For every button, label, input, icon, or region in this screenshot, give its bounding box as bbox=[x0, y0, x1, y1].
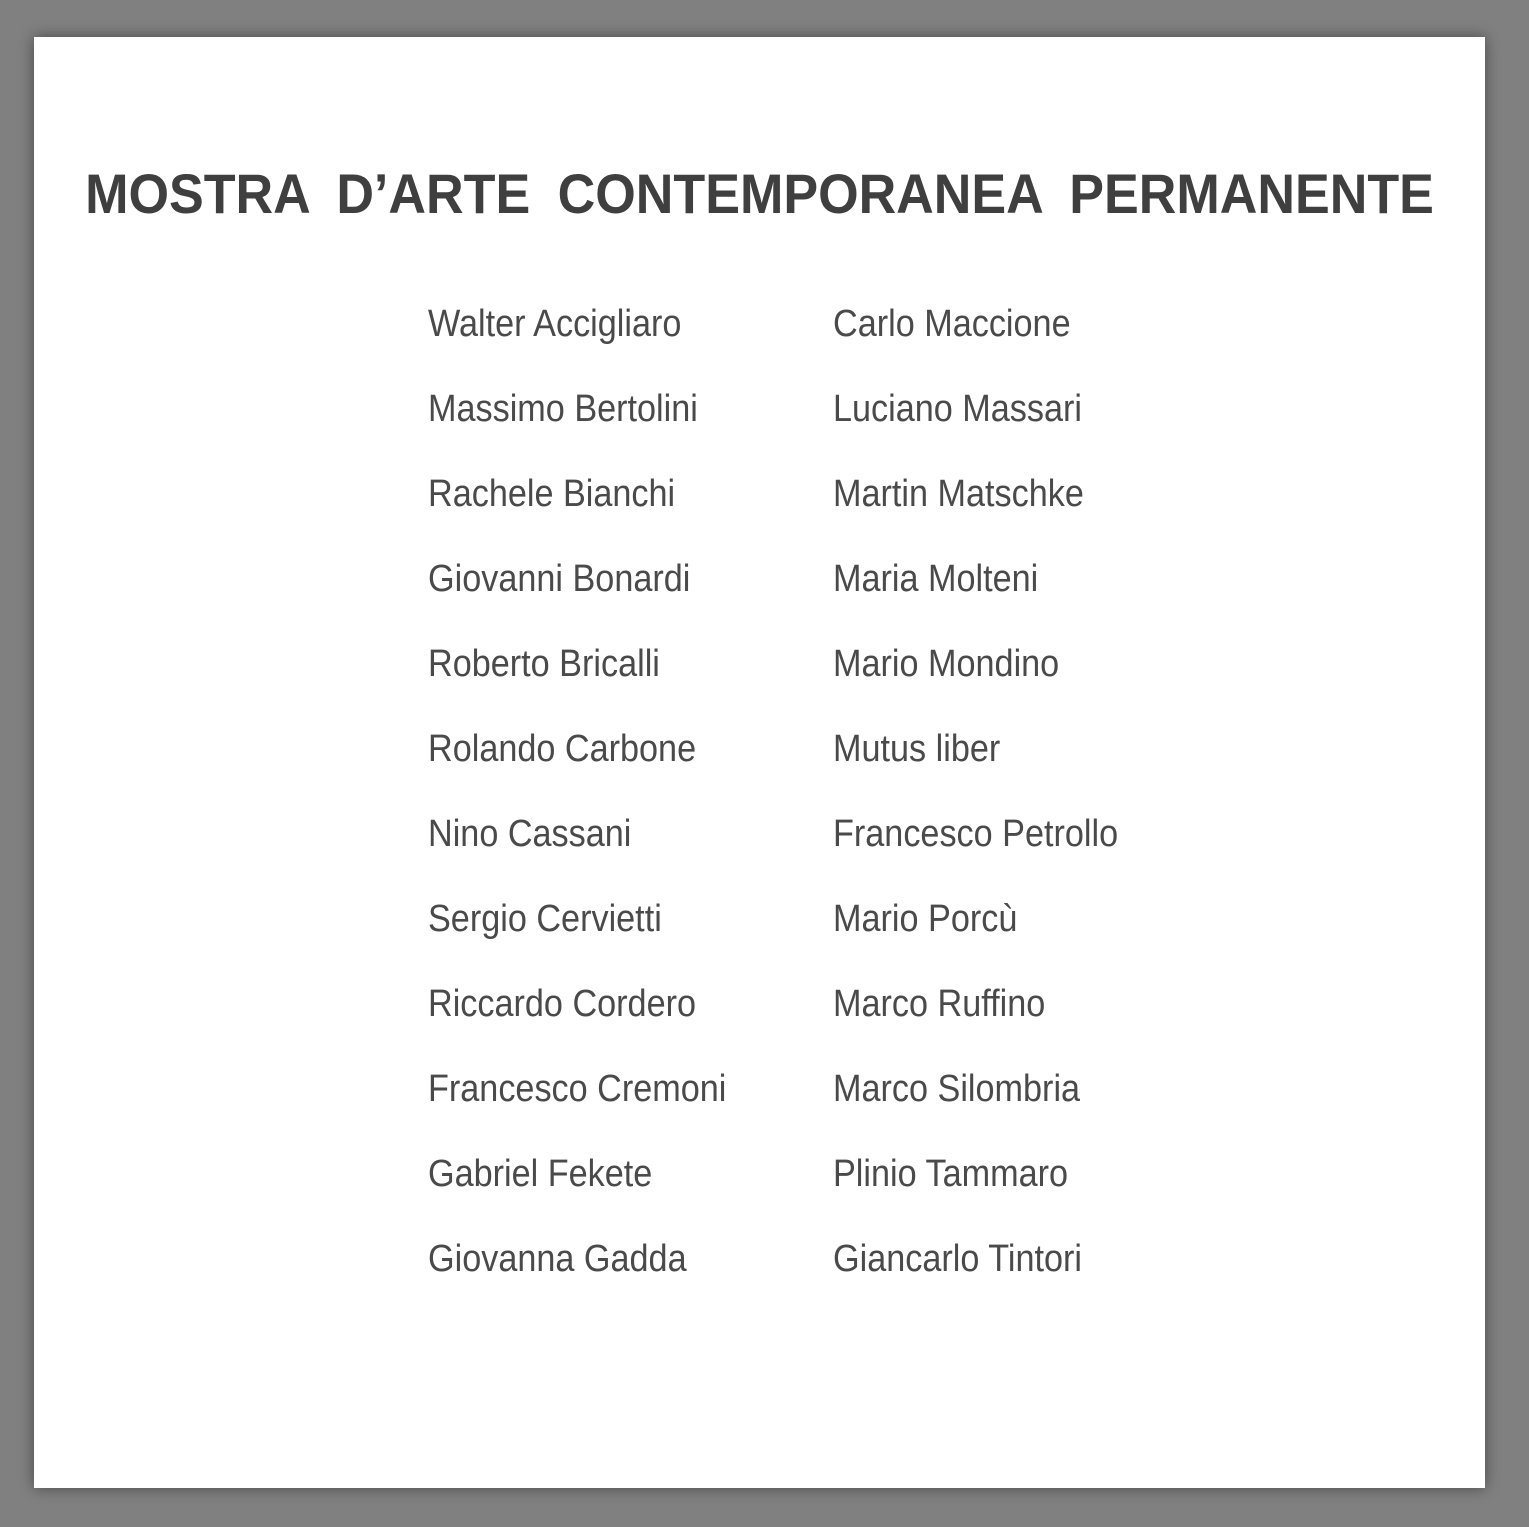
artist-name: Giovanna Gadda bbox=[428, 1238, 687, 1280]
page-title: MOSTRA D’ARTE CONTEMPORANEA PERMANENTE bbox=[85, 162, 1434, 225]
artist-name: Mario Porcù bbox=[833, 898, 1018, 940]
artist-name: Maria Molteni bbox=[833, 558, 1039, 600]
artist-column-left bbox=[428, 299, 760, 1319]
artist-name: Francesco Cremoni bbox=[428, 1068, 727, 1110]
artist-column-right bbox=[833, 299, 1150, 1319]
artist-name: Gabriel Fekete bbox=[428, 1153, 653, 1195]
artist-name: Marco Silombria bbox=[833, 1068, 1081, 1110]
artist-name: Plinio Tammaro bbox=[833, 1153, 1069, 1195]
artist-name: Mario Mondino bbox=[833, 643, 1060, 685]
artist-name: Roberto Bricalli bbox=[428, 643, 660, 685]
artist-name: Francesco Petrollo bbox=[833, 813, 1119, 855]
artist-name: Giancarlo Tintori bbox=[833, 1238, 1083, 1280]
artist-name: Rolando Carbone bbox=[428, 728, 697, 770]
artist-name: Riccardo Cordero bbox=[428, 983, 697, 1025]
artist-name: Carlo Maccione bbox=[833, 303, 1071, 345]
artist-name: Sergio Cervietti bbox=[428, 898, 662, 940]
artist-name: Massimo Bertolini bbox=[428, 388, 698, 430]
document-page bbox=[34, 37, 1485, 1488]
artist-name: Walter Accigliaro bbox=[428, 303, 682, 345]
artist-name: Martin Matschke bbox=[833, 473, 1084, 515]
artist-name: Luciano Massari bbox=[833, 388, 1083, 430]
artist-name: Marco Ruffino bbox=[833, 983, 1046, 1025]
artist-name: Rachele Bianchi bbox=[428, 473, 676, 515]
artist-name: Nino Cassani bbox=[428, 813, 632, 855]
artist-name: Giovanni Bonardi bbox=[428, 558, 691, 600]
artist-name: Mutus liber bbox=[833, 728, 1001, 770]
